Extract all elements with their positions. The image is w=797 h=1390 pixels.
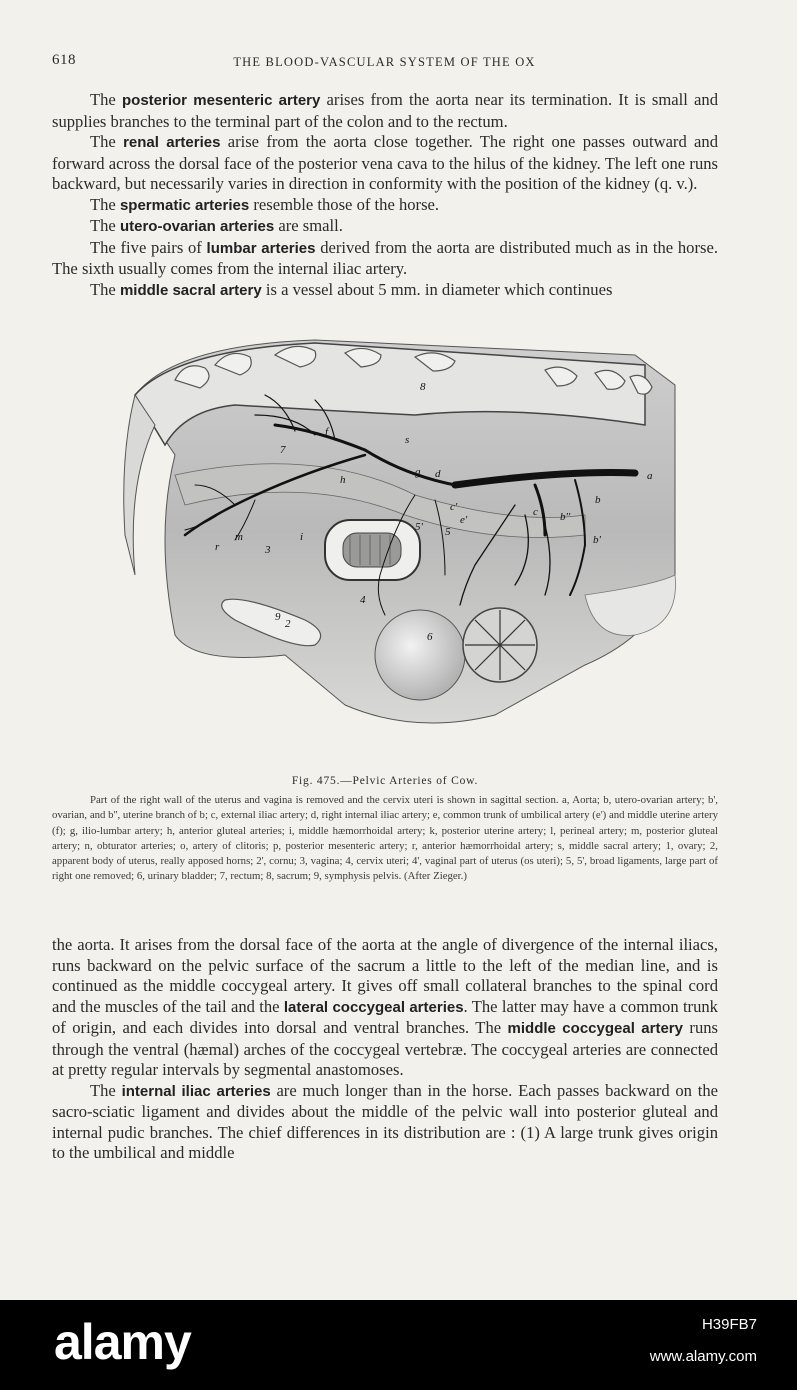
figure-caption-body (52, 793, 718, 885)
paragraph-lumbar: The five pairs of lumbar arteries derived from the aorta are distributed much as in the horse. The sixth usually comes from the internal iliac artery. (52, 237, 718, 278)
alamy-logo: alamy (54, 1314, 191, 1370)
figure-label: 5' (415, 521, 423, 533)
figure-label: 5 (445, 526, 451, 538)
cervix-section (325, 520, 420, 580)
term-renal-arteries: renal arteries (123, 134, 221, 151)
figure-label: c' (450, 501, 458, 513)
paragraph-utero-ovarian: The utero-ovarian arteries are small. (90, 216, 343, 235)
tail-dorsal-curve (124, 395, 155, 575)
term-internal-iliac-arteries: internal iliac arteries (121, 1082, 271, 1100)
watermark-url: www.alamy.com (649, 1348, 757, 1365)
term-middle-coccygeal-artery: middle coccygeal artery (507, 1020, 683, 1037)
figure-label: b (595, 494, 601, 506)
term-spermatic-arteries: spermatic arteries (119, 196, 250, 214)
figure-label: b'' (560, 511, 571, 523)
paragraph-middle-sacral-continued: the aorta. It arises from the dorsal face of the aorta at the angle of divergence of the internal iliacs, runs backward on the pelvic surface of the sacrum a little to the left of the median line, and is continued as the middle coccygeal artery. It gives off small collateral branches to the spinal cord and the muscles of the tail and the lateral coccygeal arteries. The latter may have a common trunk of origin, and each divides into dorsal and ventral branches. The middle coccygeal artery runs through the ventral (hæmal) arches of the coccygeal vertebræ. The coccygeal arteries are connected at pretty regular intervals by segmental anastomoses. (52, 935, 718, 1079)
page-header (52, 52, 717, 74)
figure-caption-title: Fig. 475.—Pelvic Arteries of Cow. (291, 775, 479, 787)
figure-label: m (235, 531, 243, 543)
horn-folds (465, 610, 535, 680)
term-middle-sacral-artery: middle sacral artery (119, 281, 262, 299)
figure-label: c (533, 506, 538, 518)
paragraph-spermatic: The spermatic arteries resemble those of the horse. (90, 194, 440, 214)
figure-label: i (300, 531, 304, 543)
figure-label: 2 (285, 618, 291, 630)
figure-label: h (340, 474, 346, 486)
figure-label: f (325, 426, 329, 438)
figure-label: g (415, 466, 421, 478)
figure-label: 8 (420, 381, 426, 393)
page-number: 618 (52, 52, 76, 68)
figure-label: 3 (265, 544, 271, 556)
figure-label: 4 (360, 594, 366, 606)
figure-label: 6 (427, 631, 433, 643)
term-lateral-coccygeal-arteries: lateral coccygeal arteries (283, 998, 464, 1016)
top-text-block (52, 90, 718, 301)
figure-label: 7 (280, 444, 286, 456)
running-title: THE BLOOD-VASCULAR SYSTEM OF THE OX (233, 55, 536, 69)
figure-label: r (215, 541, 220, 553)
paragraph-internal-iliac: The internal iliac arteries are much longer than in the horse. Each passes backward on the sacro-sciatic ligament and divides about the middle of the pelvic wall into posterior gluteal and internal pudic branches. The chief differences in its distribution are : (1) A large trunk gives origin to the umbilical and middle (52, 1080, 719, 1162)
term-utero-ovarian-arteries: utero-ovarian arteries (119, 218, 275, 235)
cervix-canal (343, 533, 401, 567)
paragraph-posterior-mesenteric: The posterior mesenteric artery arises from the aorta near its termination. It is small and supplies branches to the terminal part of the colon and to the rectum. (52, 90, 718, 131)
figure-caption-text: Part of the right wall of the uterus and vagina is removed and the cervix uteri is shown in sagittal section. a, Aorta; b, utero-ovarian artery; b', ovarian, and b'', uterine branch of b; c, external iliac artery; d, right internal iliac artery; e, common trunk of umbilical artery (e') and middle uterine artery (f); g, ilio-lumbar artery; h, anterior gluteal arteries; i, middle hæmorrhoidal artery; k, posterior uterine artery; l, perineal artery; m, posterior gluteal artery; n, obturator arteries; o, artery of clitoris; p, posterior mesenteric artery; r, anterior hæmorrhoidal artery; s, middle sacral artery; 1, ovary; 2, apparent body of uterus, really apposed horns; 2', cornu; 3, vagina; 4, cervix uteri; 4', vaginal part of uterus (os uteri); 5, 5', broad ligaments, large part of right one removed; 6, urinary bladder; 7, rectum; 8, sacrum; 9, symphysis pelvis. (After Zieger.) (52, 794, 718, 883)
figure-label: b' (593, 534, 601, 546)
figure-label: s (405, 434, 410, 446)
figure-label: 9 (275, 611, 281, 623)
term-posterior-mesenteric-artery: posterior mesenteric artery (122, 92, 321, 109)
figure-label: a (647, 470, 653, 482)
paragraph-renal: The renal arteries arise from the aorta close together. The right one passes outward and forward across the dorsal face of the posterior vena cava to the hilus of the kidney. The left one runs backward, but necessarily varies in direction in conformity with the position of the kidney (q. v.). (52, 132, 718, 193)
image-id: H39FB7 (701, 1316, 757, 1333)
figure-label: e' (460, 514, 468, 526)
figure-label: d (435, 468, 441, 480)
term-lumbar-arteries: lumbar arteries (206, 239, 316, 257)
urinary-bladder (375, 610, 465, 700)
paragraph-middle-sacral: The middle sacral artery is a vessel about 5 mm. in diameter which continues (90, 279, 613, 299)
pelvic-arteries-illustration (115, 335, 725, 745)
bottom-text-block (52, 935, 718, 1164)
